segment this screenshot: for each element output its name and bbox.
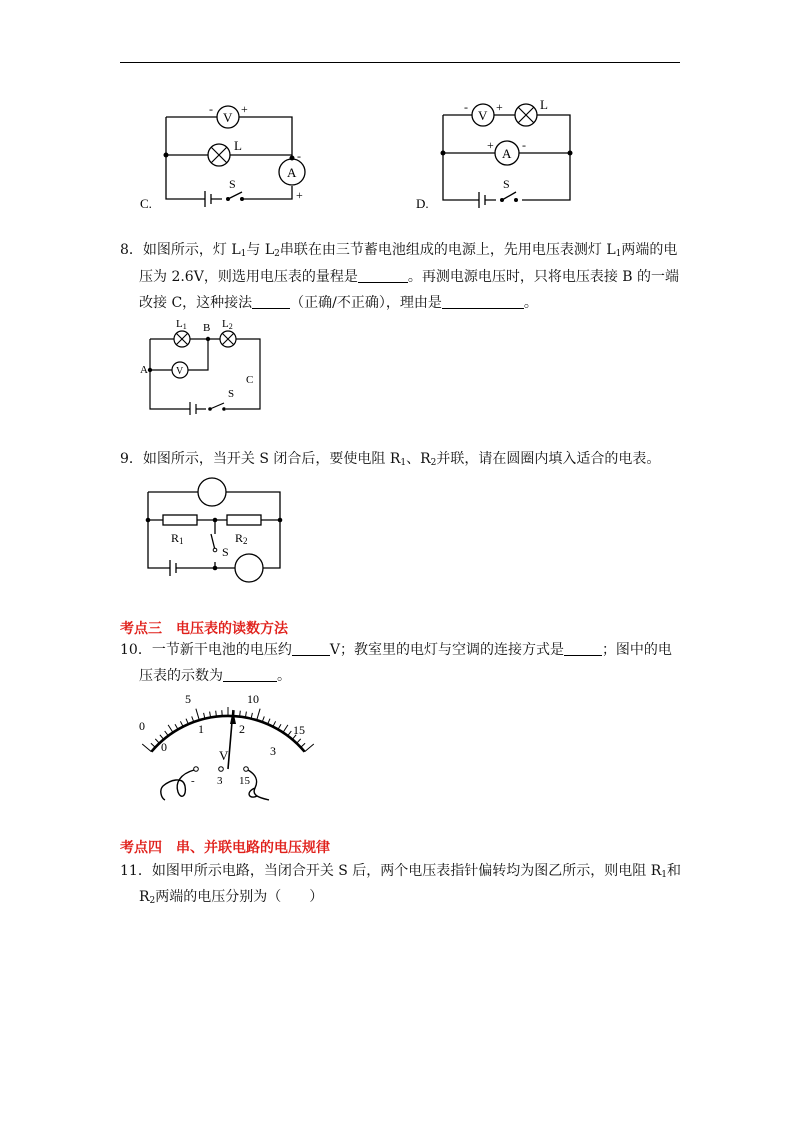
svg-text:L2: L2	[222, 318, 233, 331]
answer-blank[interactable]	[564, 640, 602, 656]
voltmeter-plus: +	[241, 102, 248, 116]
option-label-d: D.	[416, 196, 429, 211]
svg-text:R2: R2	[235, 531, 248, 546]
outer-tick-15: 15	[293, 723, 305, 737]
q11-line-2: $R_2$两端的电压分别为（ ）	[139, 889, 324, 906]
dial-tick	[305, 744, 314, 752]
dial-tick	[142, 744, 151, 752]
unit-label: V	[219, 748, 229, 763]
outer-tick-5: 5	[185, 692, 191, 706]
blank-meter-circle[interactable]	[198, 478, 226, 506]
dial-tick	[168, 725, 173, 733]
answer-blank[interactable]	[252, 293, 290, 309]
ammeter-minus: -	[522, 138, 526, 152]
dial-ticks	[142, 707, 314, 752]
ammeter-plus: +	[296, 188, 303, 202]
switch-label: S	[229, 177, 236, 191]
voltmeter-plus: +	[496, 100, 503, 114]
resistor-r2	[227, 515, 261, 525]
dial-tick	[257, 709, 260, 721]
voltmeter-dial-figure	[135, 688, 325, 806]
terminal-minus: -	[191, 775, 195, 787]
section-heading-3: 考点三 电压表的读数方法	[120, 621, 288, 637]
svg-text:S: S	[222, 545, 229, 559]
option-label-c: C.	[140, 196, 152, 211]
resistor-r1	[163, 515, 197, 525]
svg-text:V: V	[176, 366, 184, 377]
svg-text:L1: L1	[176, 318, 187, 331]
ammeter-minus: -	[297, 149, 301, 163]
inner-tick-3: 3	[270, 744, 276, 758]
svg-text:C: C	[246, 374, 254, 386]
q8-line-1: 8．如图所示，灯 $L_1$与 $L_2$串联在由三节蓄电池组成的电源上，先用电压表测灯 $L_1$两端的电	[120, 242, 678, 259]
answer-blank[interactable]	[442, 293, 524, 309]
terminal-3: 3	[217, 775, 223, 787]
svg-text:A: A	[140, 364, 148, 376]
inner-tick-1: 1	[198, 722, 204, 736]
q11-line-1: 11．如图甲所示电路，当闭合开关 S 后，两个电压表指针偏转均为图乙所示，则电阻 $R_1$和	[120, 863, 682, 880]
q10-line-2: 压表的示数为 。	[139, 668, 291, 684]
circuit-figure-d	[410, 95, 600, 215]
ammeter-plus: +	[487, 138, 494, 152]
svg-text:R1: R1	[171, 531, 184, 546]
voltmeter-minus: -	[209, 102, 213, 116]
q10-line-1: 10．一节新干电池的电压约 V；教室里的电灯与空调的连接方式是 ；图中的电	[120, 642, 672, 658]
section-heading-4: 考点四 串、并联电路的电压规律	[120, 840, 330, 856]
dial-tick	[283, 725, 288, 733]
ammeter-label: A	[502, 146, 512, 161]
svg-text:B: B	[203, 322, 211, 334]
terminal-15: 15	[239, 775, 250, 787]
lamp-label: L	[540, 97, 548, 112]
q9-text: 9．如图所示，当开关 S 闭合后，要使电阻 $R_1$、$R_2$并联，请在圆圈内填入适合的电表。	[120, 451, 661, 468]
circuit-figure-q8	[136, 315, 271, 415]
circuit-figure-c	[130, 95, 320, 215]
q8-line-2: 压为 2.6V，则选用电压表的量程是 。再测电源电压时，只将电压表接 B 的一端	[139, 269, 680, 285]
outer-tick-10: 10	[247, 692, 259, 706]
ammeter-label: A	[287, 165, 297, 180]
voltmeter-label: V	[478, 108, 488, 123]
switch-label: S	[503, 177, 510, 191]
answer-blank[interactable]	[223, 666, 277, 682]
outer-tick-0: 0	[139, 719, 145, 733]
circuit-figure-q9	[135, 470, 295, 585]
svg-text:S: S	[228, 388, 235, 400]
q8-line-3: 改接 C，这种接法 （正确/不正确），理由是 。	[139, 295, 538, 311]
inner-tick-2: 2	[239, 722, 245, 736]
answer-blank[interactable]	[358, 267, 408, 283]
voltmeter-minus: -	[464, 100, 468, 114]
lamp-label: L	[234, 138, 242, 153]
blank-meter-circle[interactable]	[235, 554, 263, 582]
dial-tick	[196, 709, 199, 721]
voltmeter-label: V	[223, 110, 233, 125]
inner-tick-0: 0	[161, 740, 167, 754]
header-rule	[120, 62, 680, 63]
answer-blank[interactable]	[292, 640, 330, 656]
